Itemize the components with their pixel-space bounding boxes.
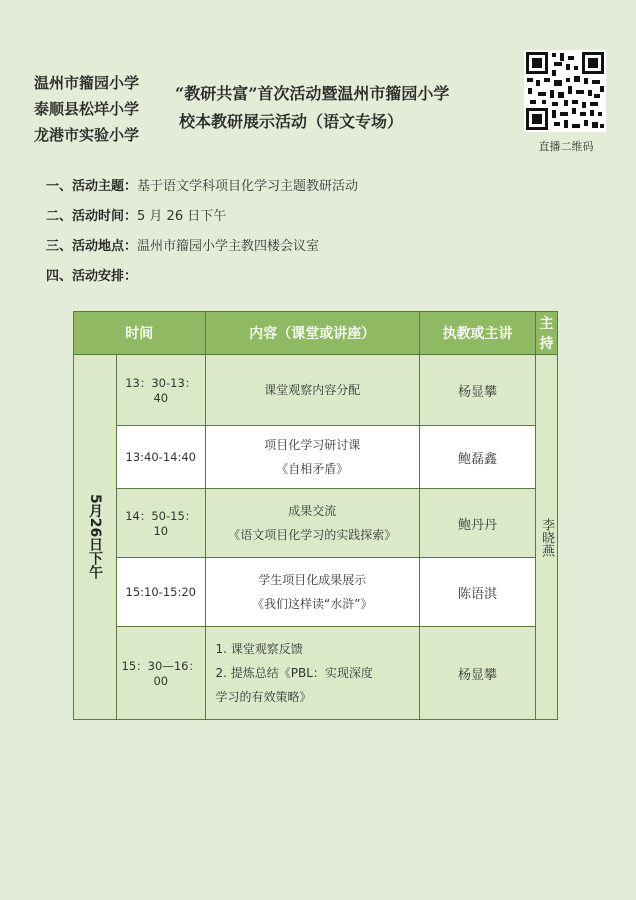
info-value: 基于语文学科项目化学习主题教研活动 [137,179,359,194]
host-name: 李晓燕 [539,517,554,557]
time-cell: 14：50-15：10 [117,489,206,558]
time-cell: 13:40-14:40 [117,426,206,489]
schedule-table [73,311,558,720]
content-line: 课堂观察内容分配 [264,383,361,397]
content-line: 学习的有效策略》 [215,690,312,704]
content-line: 《我们这样读“水浒”》 [252,597,373,611]
info-row [46,262,358,292]
content-line: 《语文项目化学习的实践探索》 [228,528,397,542]
date-cell [74,355,117,720]
time-cell: 15：30—16：00 [117,627,206,720]
header-time: 时间 [74,312,206,355]
info-label: 四、活动安排： [46,269,138,284]
info-label: 二、活动时间： [46,209,138,224]
info-label: 三、活动地点： [46,239,138,254]
header-teacher: 执教或主讲 [419,312,535,355]
info-value: 温州市籀园小学主教四楼会议室 [137,239,320,254]
content-cell [205,558,419,627]
info-value: 5 月 26 日下午 [137,209,227,224]
teacher-cell: 陈语淇 [419,558,535,627]
info-label: 一、活动主题： [46,179,138,194]
date-label: 5月26日下午 [87,494,103,580]
time-cell: 13：30-13：40 [117,355,206,426]
content-cell [205,426,419,489]
school-name: 龙港市实验小学 [34,126,140,144]
school-name: 泰顺县松垟小学 [34,100,140,118]
school-list [34,70,139,148]
content-line: 2. 提炼总结《PBL：实现深度 [215,666,373,680]
teacher-cell: 杨显攀 [419,355,535,426]
teacher-cell: 鲍丹丹 [419,489,535,558]
activity-info [46,172,358,292]
time-cell: 15:10-15:20 [117,558,206,627]
content-line: 学生项目化成果展示 [258,573,367,587]
content-line: 项目化学习研讨课 [264,438,361,452]
table-row [74,355,558,426]
table-row [74,489,558,558]
qr-caption: 直播二维码 [538,140,594,153]
teacher-cell: 杨显攀 [419,627,535,720]
info-row [46,172,358,202]
table-header-row [74,312,558,355]
content-line: 《自相矛盾》 [276,462,349,476]
content-cell [205,489,419,558]
host-cell [536,355,558,720]
table-row [74,627,558,720]
header-content: 内容（课堂或讲座） [205,312,419,355]
page-title [175,80,449,136]
qr-code-icon [524,50,606,132]
table-row [74,558,558,627]
content-line: 成果交流 [288,504,337,518]
title-line-1: “教研共富”首次活动暨温州市籀园小学 [175,84,450,103]
content-cell [205,627,419,720]
info-row [46,232,358,262]
table-row [74,426,558,489]
teacher-cell: 鲍磊鑫 [419,426,535,489]
content-cell [205,355,419,426]
header-host: 主持 [536,312,558,355]
content-line: 1. 课堂观察反馈 [215,642,303,656]
info-row [46,202,358,232]
title-line-2: 校本教研展示活动（语文专场） [179,112,404,131]
school-name: 温州市籀园小学 [34,74,140,92]
